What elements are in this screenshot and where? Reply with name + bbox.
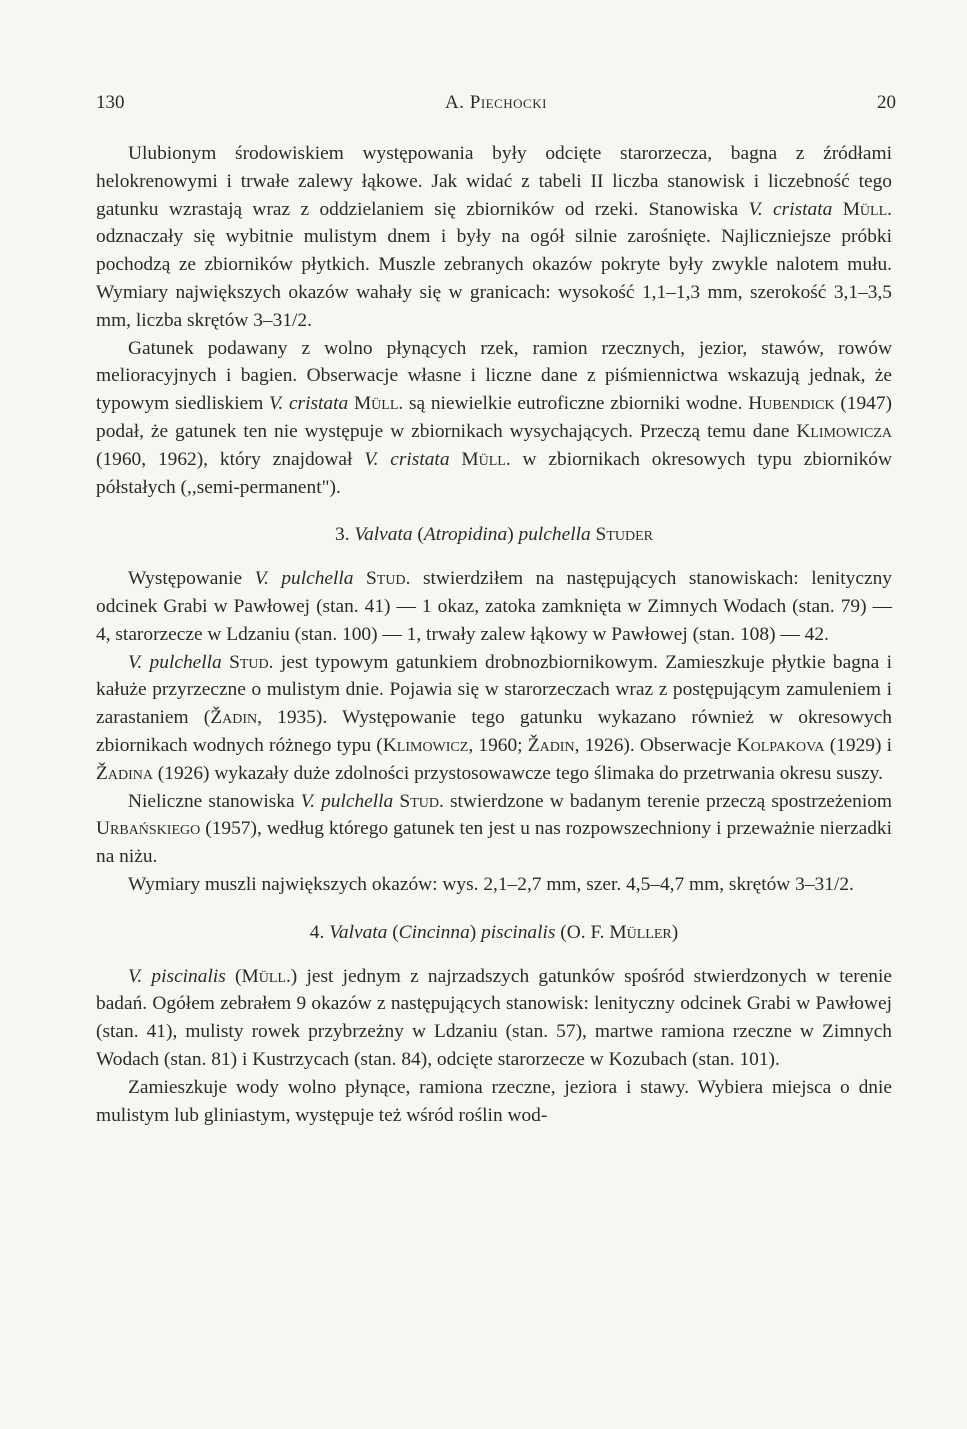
- paragraph: Gatunek podawany z wolno płynących rzek, ramion rzecznych, jezior, stawów, rowów melioracyjnych i bagien. Obserwacje własne i liczne dane z piśmiennictwa wskazują jednak, że typowym siedliskiem V. cristata Müll. są niewielkie eutroficzne zbiorniki wodne. Hubendick (1947) podał, że gatunek ten nie występuje w zbiornikach wysychających. Przeczą temu dane Klimowicza (1960, 1962), który znajdował V. cristata Müll. w zbiornikach okresowych typu zbiorników półstałych (,,semi-permanent").: [96, 337, 893, 498]
- fraction: 1/2: [824, 873, 850, 895]
- species-name: V. pulchella: [300, 790, 394, 812]
- author-name: Stud.: [399, 790, 444, 812]
- page-number: 130: [96, 92, 125, 113]
- author-name: Kolpakova: [736, 734, 825, 756]
- paragraph: Występowanie V. pulchella Stud. stwierdziłem na następujących stanowiskach: lenityczny odcinek Grabi w Pawłowej (stan. 41) — 1 okaz, zatoka zamknięta w Zimnych Wodach (stan. 79) — 4, starorzecze w Ldzaniu (stan. 100) — 1, trwały zalew łąkowy w Pawłowej (stan. 108) — 42.: [96, 568, 892, 645]
- paragraph: Ulubionym środowiskiem występowania były odcięte starorzecza, bagna z źródłami helokrenowymi i trwałe zalewy łąkowe. Jak widać z tabeli II liczba stanowisk i liczebność tego gatunku wzrastają wraz z oddzielaniem się zbiorników od rzeki. Stanowiska V. cristata Müll. odznaczały się wybitnie mulistym dnem i były na ogół silnie zarośnięte. Najliczniejsze próbki pochodzą ze zbiorników płytkich. Muszle zebranych okazów pokryte były zwykle nalotem mułu. Wymiary największych okazów wahały się w granicach: wysokość 1,1–1,3 mm, szerokość 3,1–3,5 mm, liczba skrętów 3–31/2.: [96, 143, 892, 331]
- author-name: Urbańskiego: [96, 818, 201, 840]
- author-name: Klimowicza: [796, 420, 892, 442]
- author-name: Klimowicz: [382, 734, 469, 756]
- species-heading: 4. Valvata (Cincinna) piscinalis (O. F. Müller): [309, 921, 679, 943]
- species-name: V. cristata: [748, 198, 833, 220]
- author-name: Müll.: [353, 393, 404, 415]
- paragraph: V. piscinalis (Müll.) jest jednym z najrzadszych gatunków spośród stwierdzonych w terenie badań. Ogółem zebrałem 9 okazów z następujących stanowisk: lenityczny odcinek Grabi w Pawłowej (stan. 41), mulisty rowek przybrzeżny w Ldzaniu (stan. 57), martwe ramiona rzeczne w Zimnych Wodach (stan. 81) i Kustrzycach (stan. 84), odcięte starorzecze w Kozubach (stan. 101).: [96, 965, 892, 1070]
- species-name: V. cristata: [364, 448, 450, 470]
- paragraph: Nieliczne stanowiska V. pulchella Stud. stwierdzone w badanym terenie przeczą spostrzeżeniom Urbańskiego (1957), według którego gatunek ten jest u nas rozpowszechniony i przeważnie nierzadki na niżu.: [96, 790, 892, 868]
- author-name: Müll.: [241, 965, 291, 987]
- section-number: 20: [877, 92, 896, 113]
- fraction: 1/2: [282, 309, 308, 331]
- body-text: [96, 140, 892, 1129]
- author-name: Müll.: [842, 198, 892, 220]
- author-name: Žadina: [96, 762, 153, 784]
- author-name: Žadin: [210, 707, 258, 729]
- paragraph: V. pulchella Stud. jest typowym gatunkiem drobnozbiornikowym. Zamieszkuje płytkie bagna i kałuże przyrzeczne o mulistym dnie. Pojawia się w starorzeczach wraz z postępującym zamuleniem i zarastaniem (Žadin, 1935). Występowanie tego gatunku wykazano również w okresowych zbiornikach wodnych różnego typu (Klimowicz, 1960; Žadin, 1926). Obserwacje Kolpakova (1929) i Žadina (1926) wykazały duże zdolności przystosowawcze tego ślimaka do przetrwania okresu suszy.: [96, 651, 892, 784]
- paragraph: Wymiary muszli największych okazów: wys. 2,1–2,7 mm, szer. 4,5–4,7 mm, skrętów 3–31/2.: [128, 873, 854, 895]
- species-name: V. cristata: [269, 393, 349, 415]
- author-name: Müll.: [461, 448, 511, 470]
- species-name: V. piscinalis: [128, 965, 226, 987]
- author-name: Stud.: [366, 568, 411, 590]
- running-title: A. Piechocki: [445, 92, 547, 113]
- species-name: V. pulchella: [128, 651, 222, 673]
- species-heading: 3. Valvata (Atropidina) pulchella Studer: [335, 524, 653, 546]
- author-name: Hubendick: [748, 393, 835, 415]
- species-name: V. pulchella: [254, 568, 354, 590]
- paragraph: Zamieszkuje wody wolno płynące, ramiona rzeczne, jeziora i stawy. Wybiera miejsca o dnie mulistym lub gliniastym, występuje też wśród roślin wod-: [96, 1076, 892, 1126]
- page-header: [96, 92, 896, 120]
- author-name: Žadin: [527, 734, 575, 756]
- author-name: Stud.: [229, 651, 274, 673]
